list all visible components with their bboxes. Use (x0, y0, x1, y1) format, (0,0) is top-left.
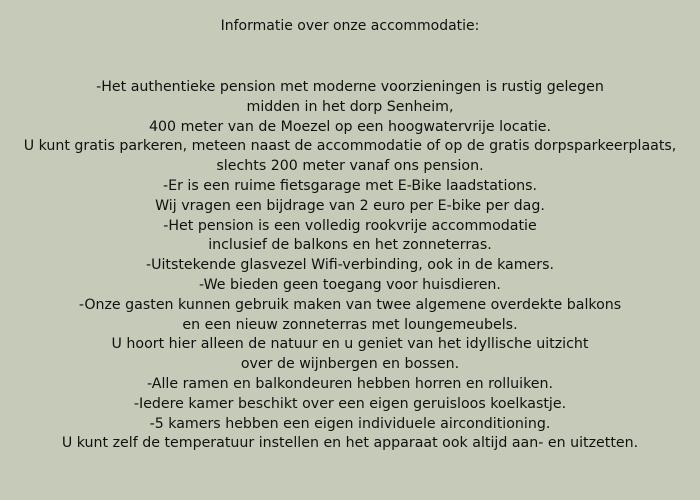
info-line: -We bieden geen toegang voor huisdieren. (199, 276, 501, 293)
info-line: U kunt gratis parkeren, meteen naast de accommodatie of op de gratis dorpsparkeerplaats, (23, 138, 677, 155)
info-line: -Onze gasten kunnen gebruik maken van twee algemene overdekte balkons (78, 296, 622, 313)
info-line: midden in het dorp Senheim, (246, 98, 454, 115)
info-line: Wij vragen een bijdrage van 2 euro per E-bike per dag. (155, 197, 545, 214)
info-line: U hoort hier alleen de natuur en u geniet van het idyllische uitzicht (111, 336, 589, 353)
info-line: U kunt zelf de temperatuur instellen en het apparaat ook altijd aan- en uitzetten. (61, 435, 639, 452)
info-line: en een nieuw zonneterras met loungemeubels. (182, 316, 518, 333)
info-line: 400 meter van de Moezel op een hoogwatervrije locatie. (148, 118, 552, 135)
info-line: -Het authentieke pension met moderne voorzieningen is rustig gelegen (96, 79, 604, 95)
info-line: -Uitstekende glasvezel Wifi-verbinding, ook in de kamers. (145, 257, 555, 274)
info-line: inclusief de balkons en het zonneterras. (208, 237, 492, 254)
info-line: slechts 200 meter vanaf ons pension. (216, 158, 484, 175)
info-line: -Het pension is een volledig rookvrije accommodatie (163, 217, 537, 234)
accommodation-info-text (0, 78, 700, 454)
info-line: -Er is een ruime fietsgarage met E-Bike laadstations. (162, 177, 538, 194)
info-line: -Iedere kamer beschikt over een eigen geruisloos koelkastje. (133, 395, 567, 412)
info-line: over de wijnbergen en bossen. (240, 356, 460, 373)
page-title: Informatie over onze accommodatie: (220, 18, 480, 34)
info-line: -Alle ramen en balkondeuren hebben horren en rolluiken. (146, 375, 554, 392)
info-line: -5 kamers hebben een eigen individuele airconditioning. (149, 415, 551, 432)
